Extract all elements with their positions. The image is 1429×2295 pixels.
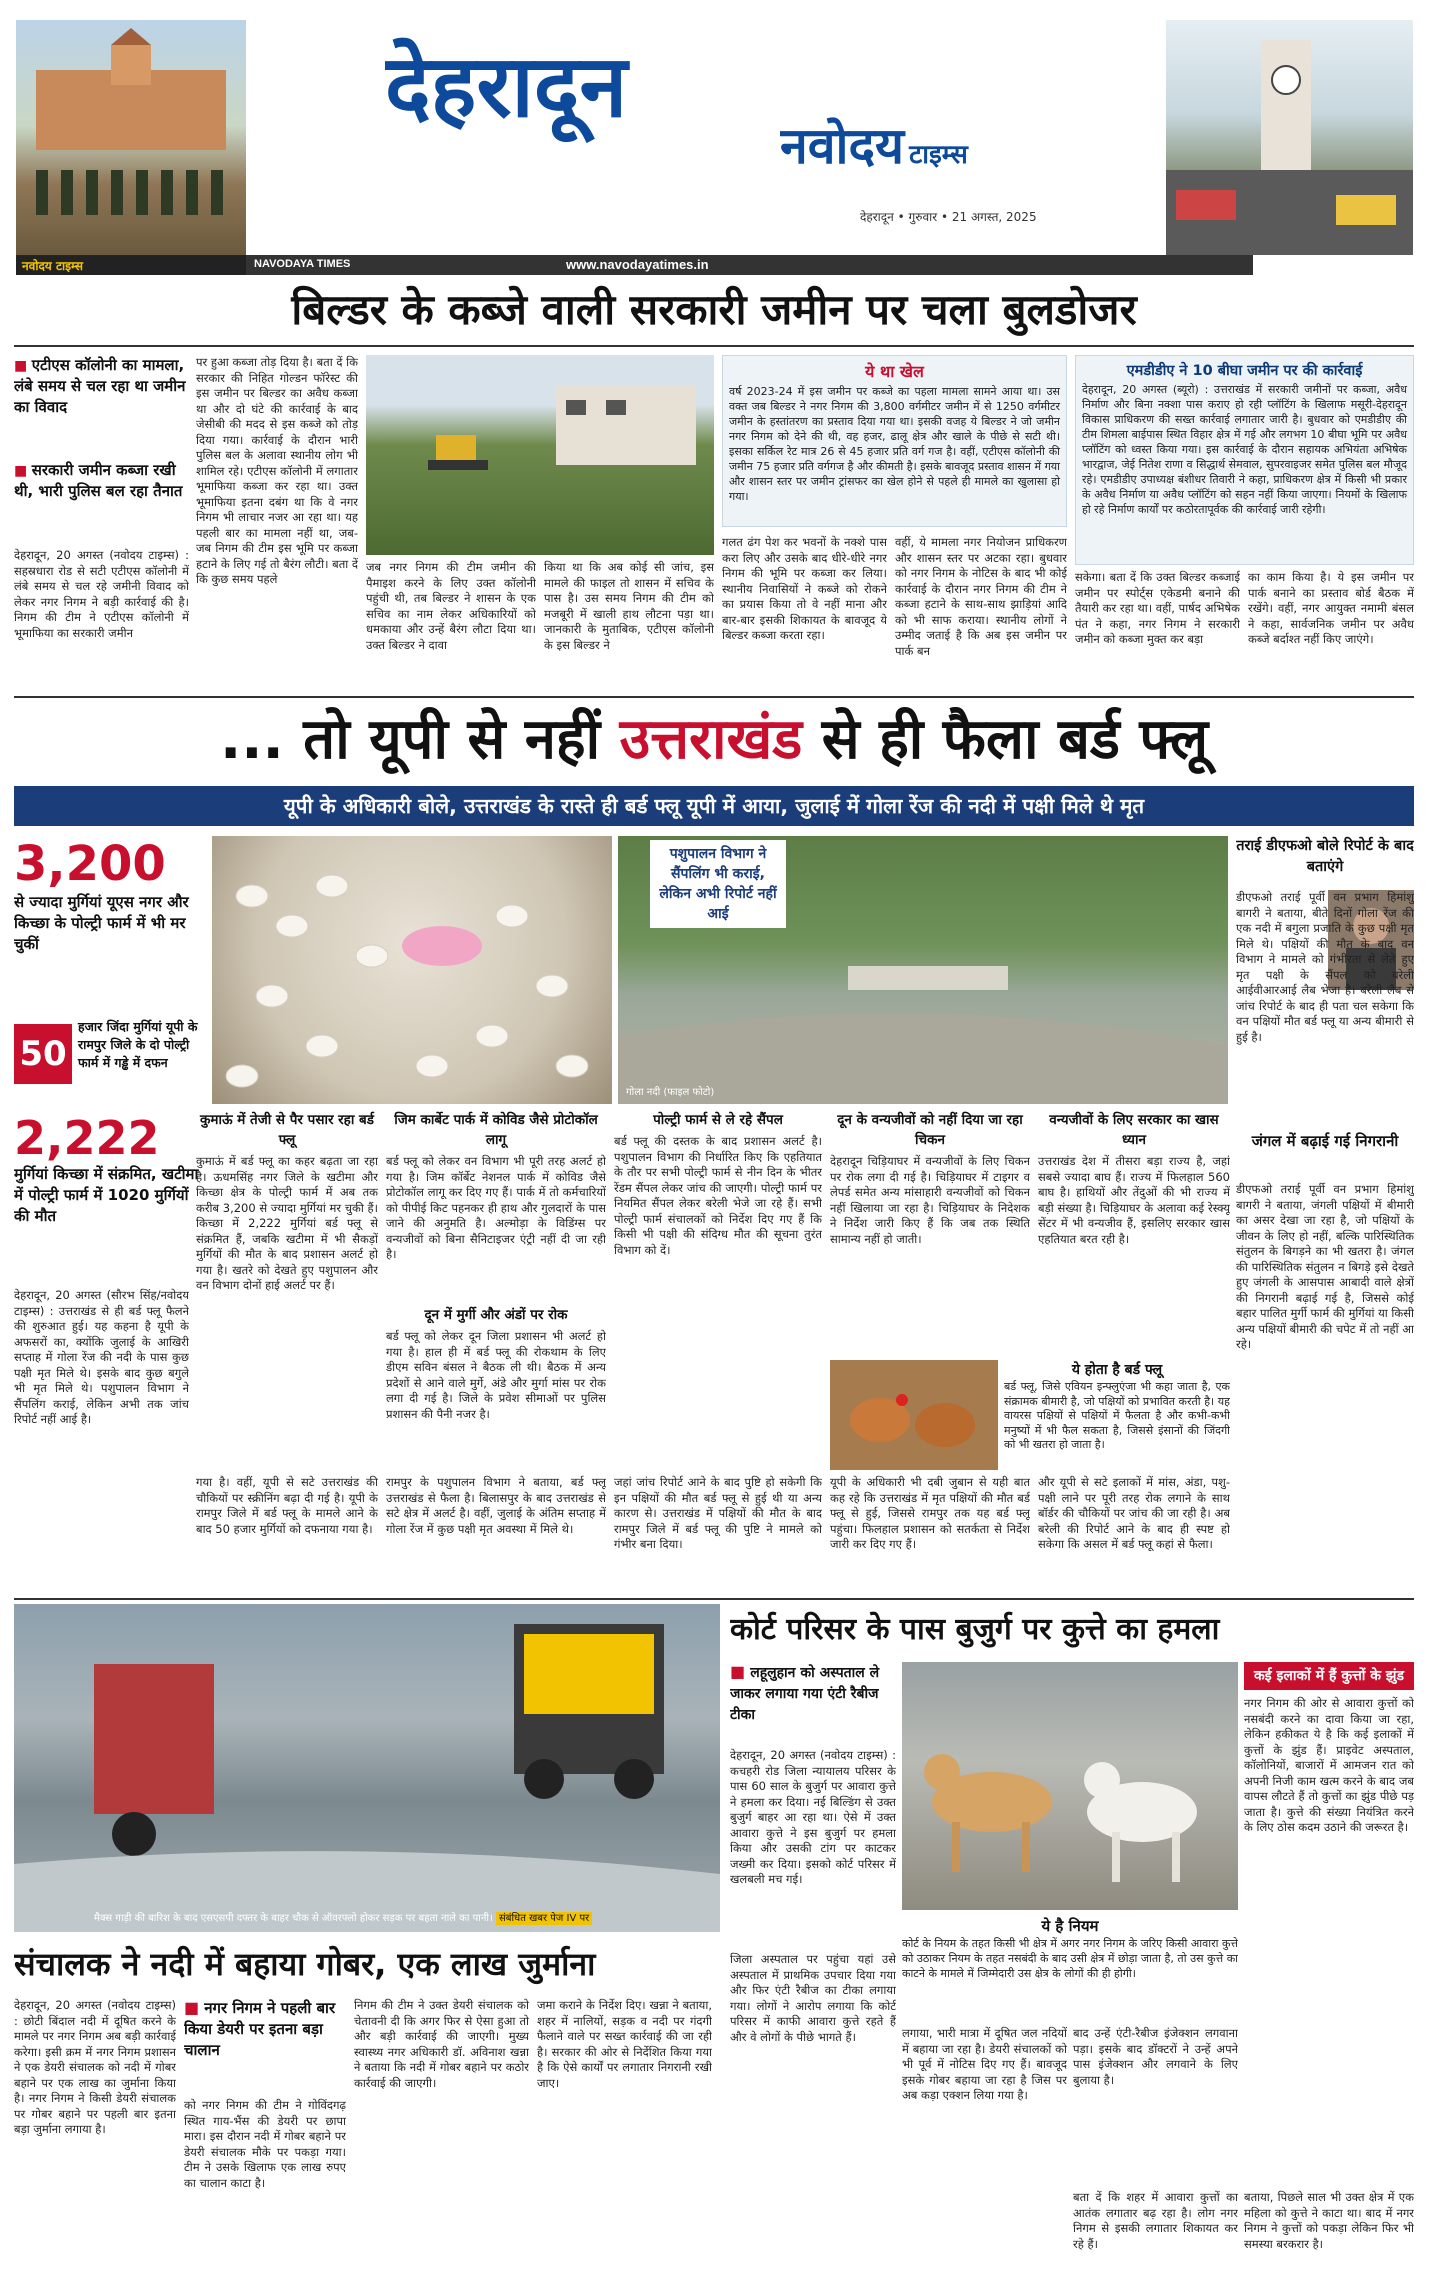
river-overlay: पशुपालन विभाग ने सैंपलिंग भी कराई, लेकिन अभी रिपोर्ट नहीं आई [650,840,786,928]
stat2-text: हजार जिंदा मुर्गियां यूपी के रामपुर जिले के दो पोल्ट्री फार्म में गड्ढे में दफन [78,1019,198,1070]
story2-strap-text: यूपी के अधिकारी बोले, उत्तराखंड के रास्ते ही बर्ड फ्लू यूपी में आया, जुलाई में गोला रेंज की नदी में पक्षी मिले थे मृत [283,794,1145,818]
stat1-num: 3,200 [14,836,166,892]
brand-hi-small: नवोदय टाइम्स [22,259,84,273]
story1-photo-caption: जब नगर निगम की टीम जमीन की पैमाइश करने के लिए उक्त कॉलोनी पहुंची थी, तब बिल्डर ने शासन के एक सचिव का नाम लेकर अधिकारियों को धमकाया और उन्हें बैरंग लौटा दिया था। उक्त बिल्डर ने दावा [366,560,536,652]
traffic-caption-text: मैक्स गाड़ी की बारिश के बाद एसएसपी दफ्तर के बाहर चौक से ऑवरफ्लो होकर सड़क पर बहता नाले का पानी। [94,1913,493,1924]
story4-side-title: कई इलाकों में हैं कुत्तों के झुंड [1244,1662,1414,1690]
sec1 [196,1110,378,1510]
story2-lower-col5: और यूपी से सटे इलाकों में मांस, अंडा, पशु-पक्षी लाने पर पूरी तरह रोक लगाने के साथ बॉर्डर की चौकियों पर जांच की जा रही है। अब बरेली की रिपोर्ट आने के बाद ही स्पष्ट हो सकेगा कि असल में बर्ड फ्लू कहां से फैला। [1038,1475,1230,1551]
dog-icon [902,1662,1238,1910]
divider [14,1598,1414,1600]
dateline-date: 21 अगस्त, 2025 [951,210,1037,224]
story1-col4: गलत ढंग पेश कर भवनों के नक्शे पास करा लिए और उसके बाद धीरे-धीरे नगर निगम की भूमि पर कब्जा कर लिया। स्थानीय निवासियों ने कब्जे को रोकने का प्रयास किया तो वे नहीं माना और बार-बार इसकी शिकायत के बावजूद ये बिल्डर कब्जा करता रहा। [722,535,887,642]
story3-col2: को नगर निगम की टीम ने गोविंदगढ़ स्थित गाय-भैंस की डेयरी पर छापा मारा। इस दौरान नदी में गोबर बहाने पर डेयरी संचालक मौके पर पकड़ा गया। टीम ने उसके खिलाफ एक लाख रुपए का चालान काटा है। [184,2098,346,2190]
sec1-text: कुमाऊं में बर्ड फ्लू का कहर बढ़ता जा रहा है। ऊधमसिंह नगर जिले के खटीमा और किच्छा क्षेत्र के पोल्ट्री फार्म में अब तक करीब 3,200 से ज्यादा मुर्गियां मर चुकी हैं। किच्छा में 2,222 मुर्गियां बर्ड फ्लू से संक्रमित हैं, जबकि खटीमा में भी सैकड़ों मुर्गियों की मौत के बाद प्रशासन अलर्ट हो गया है। खतरे को देखते हुए पशुपालन और वन विभाग दोनों हाई अलर्ट पर हैं। [196,1154,378,1292]
story4-side [1244,1662,1414,2062]
story3-sub: ■ नगर निगम ने पहली बार किया डेयरी पर इतना बड़ा चालान [184,1998,336,2059]
story4-col1: देहरादून, 20 अगस्त (नवोदय टाइम्स) : कचहरी रोड जिला न्यायालय परिसर के पास 60 साल के बुजुर्ग पर आवारा कुत्ते ने हमला कर दिया। नई बिल्डिंग से उक्त बुजुर्ग बाहर आ रहा था। ऐसे में उक्त आवारा कुत्ते ने इस बुजुर्ग पर हमला किया और उसकी टांग पर काटकर जख्मी कर दिया। इसको कोर्ट परिसर में खलबली मच गई। [730,1748,896,1886]
traffic-caption [94,1910,694,1924]
story1-col7: का काम किया है। ये इस जमीन पर पार्क बनाने का प्रस्ताव बोर्ड बैठक में रखेंगे। वहीं, नगर आयुक्त नमामी बंसल ने कहा, सार्वजनिक जमीन पर अवैध कब्जे बर्दाश्त नहीं किए जाएंगे। [1248,570,1414,646]
story4-col2: जिला अस्पताल पर पहुंचा यहां उसे अस्पताल में प्राथमिक उपचार दिया गया और फिर एंटी रैबीज का टीका लगाया गया। लोगों ने आरोप लगाया कि कोर्ट परिसर में काफी आवारा कुत्ते रहते हैं और वे लोगों के पीछे भागते हैं। [730,1952,896,2044]
story3-col3: निगम की टीम ने उक्त डेयरी संचालक को चेतावनी दी कि अगर फिर से ऐसा हुआ तो और बड़ी कार्रवाई की जाएगी। मुख्य स्वास्थ्य नगर अधिकारी डॉ. अविनाश खन्ना ने बताया कि नदी में गोबर बहाने पर कठोर कार्रवाई की जाएगी। [354,1998,529,2090]
sec5-title: वन्यजीवों के लिए सरकार का खास ध्यान [1049,1112,1219,1148]
story3-col4: जमा कराने के निर्देश दिए। खन्ना ने बताया, शहर में नालियों, सड़क व नदी पर गंदगी फैलाने वाले पर सख्त कार्रवाई की जा रही है। सरकार की ओर से निर्देशित किया गया है कि ऐसे कार्यों पर लगातार निगरानी रखी जाए। [537,1998,712,2090]
stat2 [14,1018,204,1108]
dateline-day: गुरुवार [908,210,938,224]
dateline-city: देहरादून [860,210,894,224]
masthead-photo-left [16,20,246,255]
story1-box2-title: एमडीडीए ने 10 बीघा जमीन पर की कार्रवाई [1126,363,1363,379]
river-caption: गोला नदी (फाइल फोटो) [626,1087,715,1098]
story1-sub2: ■ सरकारी जमीन कब्जा रखी थी, भारी पुलिस बल रहा तैनात [14,461,183,500]
story2-dateline: देहरादून, 20 अगस्त (सौरभ सिंह/नवोदय टाइम्स) : उत्तराखंड से ही बर्ड फ्लू फैलने की शुरुआत हुई। यह कहना है यूपी के अफसरों का, क्योंकि जुलाई के आखिरी सप्ताह में गोला रेंज की नदी के पास कुछ पक्षी मृत मिले थे। इसके बाद कुछ बगुले भी मृत मिले थे। पशुपालन विभाग ने सैंपलिंग कराई, लेकिन अभी तक जांच रिपोर्ट नहीं आई है। [14,1288,189,1426]
hens-photo [830,1360,998,1470]
chicken-flock-icon [212,836,612,1104]
story4-sub: ■ लहूलुहान को अस्पताल ले जाकर लगाया गया एंटी रैबीज टीका [730,1662,880,1723]
sec5-text: उत्तराखंड देश में तीसरा बड़ा राज्य है, जहां सबसे ज्यादा बाघ हैं। राज्य में फिलहाल 560 बाघ है। हाथियों और तेंदुओं की भी राज्य में बड़ी संख्या है। चिड़ियाघर के अलावा कई रेस्क्यू सेंटर में भी वन्यजीव हैं, इसलिए सरकार खास एहतियात बरत रही है। [1038,1154,1230,1246]
stat3 [14,1112,204,1282]
story2-lower-col3: जहां जांच रिपोर्ट आने के बाद पुष्टि हो सकेगी कि इन पक्षियों की मौत बर्ड फ्लू से हुई थी या अन्य कारण से। उत्तराखंड में पक्षियों की मौत के बाद रामपुर जिले में बर्ड फ्लू की पुष्टि ने मामले को गंभीर बना दिया। [614,1475,822,1551]
rain-traffic-icon [14,1604,720,1932]
story2-lower-col1: गया है। वहीं, यूपी से सटे उत्तराखंड की चौकियों पर स्क्रीनिंग बढ़ा दी गई है। यूपी के रामपुर जिले में बर्ड फ्लू के मामले आने के बाद 50 हजार मुर्गियों को दफनाया गया है। [196,1475,378,1536]
sec2b-title: दून में मुर्गी और अंडों पर रोक [424,1307,568,1323]
birdflu-text: बर्ड फ्लू, जिसे एवियन इन्फ्लुएंजा भी कहा जाता है, एक संक्रामक बीमारी है, जो पक्षियों को प्रभावित करती है। यह वायरस पक्षियों से पक्षियों में फैलता है और कभी-कभी मनुष्यों में भी फैल सकता है, जिससे इंसानों की जिंदगी को भी खतरा हो जाता है। [1004,1380,1230,1451]
sec4-title: दून के वन्यजीवों को नहीं दिया जा रहा चिकन [837,1112,1023,1148]
story4-headline: कोर्ट परिसर के पास बुजुर्ग पर कुत्ते का हमला [730,1612,1220,1647]
story2-lower-col2: रामपुर के पशुपालन विभाग ने बताया, बर्ड फ्लू उत्तराखंड से फैला है। बिलासपुर के बाद उत्तराखंड से सटे क्षेत्र में अलर्ट है। वहीं, जुलाई के अंतिम सप्ताह में गोला रेंज में कुछ पक्षी मृत अवस्था में मिले थे। [386,1475,606,1536]
story1-col3: किया था कि अब कोई सी जांच, इस मामले की फाइल तो शासन में सचिव के पास है। उस समय निगम की टीम को मजबूरी में खाली हाथ लौटना पड़ा था। जानकारी के मुताबिक, एटीएस कॉलोनी के इस बिल्डर ने [544,560,714,652]
story4-col5: बता दें कि शहर में आवारा कुत्तों का आतंक लगातार बढ़ रहा है। लोग नगर निगम से इसकी लगातार शिकायत कर रहे हैं। [1073,2190,1238,2251]
story4-col3: लगाया, भारी मात्रा में दूषित जल नदियों में बहाया जा रहा है। डेयरी संचालकों को भी पूर्व में नोटिस दिए गए हैं। बावजूद इसके गोबर बहाया जा रहा है जिस पर अब कड़ा एक्शन लिया गया है। [902,2026,1067,2102]
sec4 [830,1110,1030,1370]
dfo-head: तराई डीएफओ बोले रिपोर्ट के बाद बताएंगे [1236,838,1414,875]
brand-times: टाइम्स [909,140,968,170]
story2-headline-red: उत्तराखंड [619,707,803,772]
stat3-num: 2,222 [14,1112,160,1165]
story4-side-text: नगर निगम की ओर से आवारा कुत्तों को नसबंदी करने का दावा किया जा रहा, लेकिन हकीकत ये है कि कई इलाकों में कुत्तों के झुंड हैं। प्राइवेट अस्पताल, कॉलोनियों, बाजारों में आमजन रात को अपनी निजी काम खत्म करने के बाद जब वापस लौटते हैं तो कुत्तों का झुंड पीछे पड़ जाता है। कुत्ते की संख्या नियंत्रित करने के लिए ठोस कदम उठाने की जरूरत है। [1244,1696,1414,1834]
sec5 [1038,1110,1230,1370]
story2-lower-col4: यूपी के अधिकारी भी दबी जुबान से यही बात कह रहे कि उत्तराखंड में मृत पक्षियों की मौत बर्ड फ्लू से हुई, जिससे रामपुर तक यह बर्ड फ्लू पहुंचा। फिलहाल प्रशासन को सतर्कता से निर्देश जारी कर दिए गए हैं। [830,1475,1030,1551]
story1-col6: सकेगा। बता दें कि उक्त बिल्डर कब्जाई जमीन पर स्पोर्ट्स एकेडमी बनाने की तैयारी कर रहा था। वहीं, पार्षद अभिषेक पंत ने कहा, नगर निगम ने सरकारी जमीन को कब्जा मुक्त कर बड़ा [1075,570,1240,646]
story4-col6: बताया, पिछले साल भी उक्त क्षेत्र में एक महिला को कुत्ते ने काटा था। बाद में नगर निगम ने कुत्तों को पकड़ा लेकिन फिर भी समस्या बरकरार है। [1244,2190,1414,2251]
hen-icon [830,1360,998,1470]
story1-box-text: वर्ष 2023-24 में इस जमीन पर कब्जे का पहला मामला सामने आया था। उस वक्त जब बिल्डर ने नगर निगम की 3,800 वर्गमीटर जमीन में से 1250 वर्गमीटर जमीन के हस्तांतरण का प्रस्ताव दिया गया था। इसकी वजह ये बिल्डर ने जो जमीन नगर निगम को देने की थी, वह हजर, ढालू क्षेत्र और खाले के पीछे से सटी थी। इसका सर्किल रेट मात्र 26 से 45 हजार प्रति वर्ग गज है। वहीं, एटीएस कॉलोनी की जमीन 75 हजार प्रति वर्गगज है और कीमती है। इसके बावजूद प्रस्ताव शासन में गया और शासन स्तर पर जमीन ट्रांसफर का खेल होने से पहले ही मामले का खुलासा हो गया। [729,385,1060,503]
stat1-text: से ज्यादा मुर्गियां यूएस नगर और किच्छा के पोल्ट्री फार्म में भी मर चुकीं [14,893,189,953]
story2-headline-post: से ही फैला बर्ड फ्लू [821,707,1209,772]
bulldozer-photo [366,355,714,555]
story2-headline-pre: ... तो यूपी से नहीं [219,707,601,772]
story1-box2-text: देहरादून, 20 अगस्त (ब्यूरो) : उत्तराखंड में सरकारी जमीनों पर कब्जा, अवैध निर्माण और बिना नक्शा पास कराए हो रही प्लॉटिंग के खिलाफ मसूरी-देहरादून विकास प्राधिकरण की सख्त कार्रवाई लगातार जारी है। बुधवार को एमडीडीए की टीम शिमला बाईपास स्थित विहार क्षेत्र में गई और लगभग 10 बीघा भूमि पर अवैध प्लॉटिंग को ध्वस्त किया गया। इस कार्रवाई के दौरान सहायक अभियंता अभिषेक भारद्वाज, जेई नितेश राणा व सिद्धार्थ सेमवाल, सुपरवाइजर समेत पुलिस बल मौजूद रहे। एमडीडीए उपाध्यक्ष बंशीधर तिवारी ने कहा, प्राधिकरण क्षेत्र में किसी भी प्रकार के अवैध निर्माण या अवैध प्लॉटिंग को सहन नहीं किया जाएगा। नियमों के खिलाफ हो रहे निर्माण कार्यों पर कठोरतापूर्वक की कार्रवाई जारी रहेगी। [1082,383,1407,516]
story1-sub1-text: एटीएस कॉलोनी का मामला, लंबे समय से चल रहा था जमीन का विवाद [14,356,186,416]
chickens-photo [212,836,612,1104]
rule-box [902,1916,1238,2020]
sec3 [614,1110,822,1510]
story1-headline: बिल्डर के कब्जे वाली सरकारी जमीन पर चला बुलडोजर [291,285,1137,334]
stat2-num: 50 [14,1024,72,1084]
birdflu-title: ये होता है बर्ड फ्लू [1071,1362,1163,1378]
stat3-text: मुर्गियां किच्छा में संक्रमित, खटीमा में पोल्ट्री फार्म में 1020 मुर्गियों की मौत [14,1165,199,1225]
dateline-top: देहरादून • गुरुवार • 21 अगस्त, 2025 [860,210,1037,224]
story1-sub1: ■ एटीएस कॉलोनी का मामला, लंबे समय से चल रहा था जमीन का विवाद [14,356,186,416]
brand-strip-mid [246,255,1253,275]
story2-headline [14,700,1414,782]
brand-main [780,110,1140,190]
dfo-head2: जंगल में बढ़ाई गई निगरानी [1251,1132,1399,1150]
story1-box2 [1075,355,1414,565]
story1-col1: देहरादून, 20 अगस्त (नवोदय टाइम्स) : सहस्रधारा रोड से सटी एटीएस कॉलोनी में लंबे समय से चल रहे जमीनी विवाद को लेकर नगर निगम ने बड़ी कार्रवाई की है। निगम की टीम ने एटीएस कॉलोनी में भूमाफिया का सरकारी जमीन [14,548,189,640]
dfo-text2: डीएफओ तराई पूर्वी वन प्रभाग हिमांशु बागरी ने बताया, जंगली पक्षियों में बीमारी का असर देखा जा रहा है, जो पक्षियों के जीवन के लिए हो नहीं, बल्कि पारिस्थितिक संतुलन के बिगड़ने का भी खतरा है। जंगल की पारिस्थितिक संतुलन न बिगड़े इसे देखते हुए जंगली के आसपास आबादी वाले क्षेत्रों की निगरानी बढ़ाई गई है, जिससे कोई बहार पालित मुर्गी फार्म की मुर्गियां या किसी अन्य पक्षियों बीमारी की चपेट में तो नहीं आ रहे। [1236,1182,1414,1351]
sec2-title: जिम कार्बेट पार्क में कोविड जैसे प्रोटोकॉल लागू [394,1112,598,1148]
sec3-title: पोल्ट्री फार्म से ले रहे सैंपल [653,1112,783,1128]
brand-strip-left [16,255,246,275]
story1-col5: वहीं, ये मामला नगर नियोजन प्राधिकरण और शासन स्तर पर अटका रहा। बुधवार को नगर निगम के नोटिस के बाद भी कोई कार्रवाई के दौरान नगर निगम की टीम ने कब्जा हटाने के साथ-साथ झाड़ियां आदि को भी साफ कराया। स्थानीय लोगों ने उम्मीद जताई है कि अब इस जमीन पर पार्क बन [895,535,1067,658]
story2-strap [14,786,1414,826]
story4-sub-text: लहूलुहान को अस्पताल ले जाकर लगाया गया एंटी रैबीज टीका [730,1665,880,1723]
sec2b-text: बर्ड फ्लू को लेकर दून जिला प्रशासन भी अलर्ट हो गया है। हाल ही में बर्ड फ्लू की रोकथाम के लिए डीएम सविन बंसल ने बैठक ली थी। बैठक में अन्य प्रदेशों से आने वाले मुर्गे, अंडे और मुर्गा मांस पर रोक लगा दी गई है। जिले के प्रवेश सीमाओं पर पुलिस प्रशासन की पैनी नजर है। [386,1329,606,1421]
divider [14,345,1414,347]
stat1 [14,836,204,1006]
story3-headline: संचालक ने नदी में बहाया गोबर, एक लाख जुर्माना [14,1945,596,1983]
sec2-text: बर्ड फ्लू को लेकर वन विभाग भी पूरी तरह अलर्ट हो गया है। जिम कॉर्बेट नेशनल पार्क में कोविड जैसे प्रोटोकॉल लागू कर दिए गए हैं। पार्क में तो कर्मचारियों को पीपीई किट पहनकर ही हाथ और गुलदारों के पास जाने की अनुमति है। अल्मोड़ा के विडिंग्स पर वन्यजीवों को बिना सैनिटाइजर एंट्री नहीं दी जा रही है। [386,1154,606,1261]
clock-tower-icon [1166,20,1413,255]
story4-col4: बाद उन्हें एंटी-रैबीज इंजेक्शन लगवाना पड़ा। इसके बाद डॉक्टरों ने उन्हें अपने पास इंजेक्शन और लगवाने के लिए बुलाया है। [1073,2026,1238,2087]
story3-col1: देहरादून, 20 अगस्त (नवोदय टाइम्स) : छोटी बिंदाल नदी में दूषित करने के मामले पर नगर निगम अब बड़ी कार्रवाई करेगा। इसी क्रम में नगर निगम प्रशासन ने एक डेयरी संचालक को नदी में गोबर बहाने पर एक लाख का जुर्माना किया है। नगर निगम ने किसी डेयरी संचालक पर गोबर बहाने पर पहली बार इतना बड़ा जुर्माना लगाया है। [14,1998,176,2136]
dfo-text: डीएफओ तराई पूर्वी वन प्रभाग हिमांशु बागरी ने बताया, बीते दिनों गोला रेंज की एक नदी में बगुला प्रजाति के कुछ पक्षी मृत मिले थे। पक्षियों की मौत के बाद वन विभाग ने मामले को गंभीरता से लेते हुए मृत पक्षी के सैंपल को बरेली आईवीआरआई लैब भेजा है। बरेली लैब से जांच रिपोर्ट के बाद ही पता चल सकेगा कि वन पक्षियों मौत बर्ड फ्लू या अन्य बीमारी से हुई है। [1236,890,1414,1044]
story1-box-title: ये था खेल [865,362,924,381]
masthead-photo-right [1166,20,1413,255]
sec3-text: बर्ड फ्लू की दस्तक के बाद प्रशासन अलर्ट है। पशुपालन विभाग की निर्धारित किए कि एहतियात के तौर पर सभी पोल्ट्री फार्म से नीन दिन के भीतर रेंडम सैंपल लेकर जांच की जाएगी। पोल्ट्री फार्म पर नियमित सैंपल लेकर बरेली भेजे जा रहे हैं। सभी पोल्ट्री फार्म संचालकों को निर्देश दिए गए हैं कि किसी भी पक्षी की संदिग्ध मौत की सूचना तुरंत विभाग को दें। [614,1134,822,1257]
parade-icon [16,20,246,255]
birdflu-box [1004,1360,1230,1470]
traffic-caption-credit: संबंधित खबर पेज IV पर [496,1912,592,1925]
traffic-photo [14,1604,720,1932]
sec1-title: कुमाऊं में तेजी से पैर पसार रहा बर्ड फ्लू [200,1112,374,1148]
website-link[interactable]: www.navodayatimes.in [566,257,709,272]
rule-box-text: कोर्ट के नियम के तहत किसी भी क्षेत्र में अगर नगर निगम के जरिए किसी आवारा कुत्ते को उठाकर नियम के तहत नसबंदी के बाद उसी क्षेत्र में छोड़ा जाता है, तो उस कुत्ते का काटने के मामले में जिम्मेदारी उस क्षेत्र के लोगों की ही होगी। [902,1937,1238,1980]
masthead [0,0,1429,275]
story1-box [722,355,1067,527]
masthead-title: देहरादून [385,37,628,137]
brand-navoday: नवोदय [780,117,905,175]
rule-box-title: ये है नियम [1041,1917,1099,1935]
bulldozer-icon [366,355,714,555]
story1-col2: पर हुआ कब्जा तोड़ दिया है। बता दें कि सरकार की निहित गोल्डन फॉरेस्ट की इस जमीन पर बिल्डर का अवैध कब्जा था और दो घंटे की कार्रवाई के बाद जेसीबी की मदद से इस कब्जे को तोड़ दिया गया। कार्रवाई के दौरान भारी पुलिस बल के अलावा स्थानीय लोग भी शामिल रहे। एटीएस कॉलोनी में लगातार भूमाफिया कब्जा कर रहा था। उक्त भूमाफिया इतना दबंग था कि वे नगर निगम भी लाचार नजर आ रहा था। यह पहली बार का मामला नहीं था, जब-जब निगम की टीम इस भूमि पर कब्जा हटाने के लिए गई तो बैरंग लौटी। बता दें कि कुछ समय पहले [196,355,358,586]
river-photo [618,836,1228,1104]
story1-sub2-text: सरकारी जमीन कब्जा रखी थी, भारी पुलिस बल रहा तैनात [14,461,183,500]
divider [14,696,1414,698]
brand-en-small: NAVODAYA TIMES [254,258,351,270]
story3-sub-text: नगर निगम ने पहली बार किया डेयरी पर इतना बड़ा चालान [184,1999,336,2059]
sec4-text: देहरादून चिड़ियाघर में वन्यजीवों के लिए चिकन पर रोक लगा दी गई है। चिड़ियाघर में टाइगर व लेपर्ड समेत अन्य मांसाहारी वन्यजीवों को चिकन नहीं खिलाया जा रहा है। चिड़ियाघर के निदेशक ने निर्देश जारी किए हैं कि जब तक स्थिति सामान्य नहीं हो जाती। [830,1154,1030,1246]
dogs-photo [902,1662,1238,1910]
